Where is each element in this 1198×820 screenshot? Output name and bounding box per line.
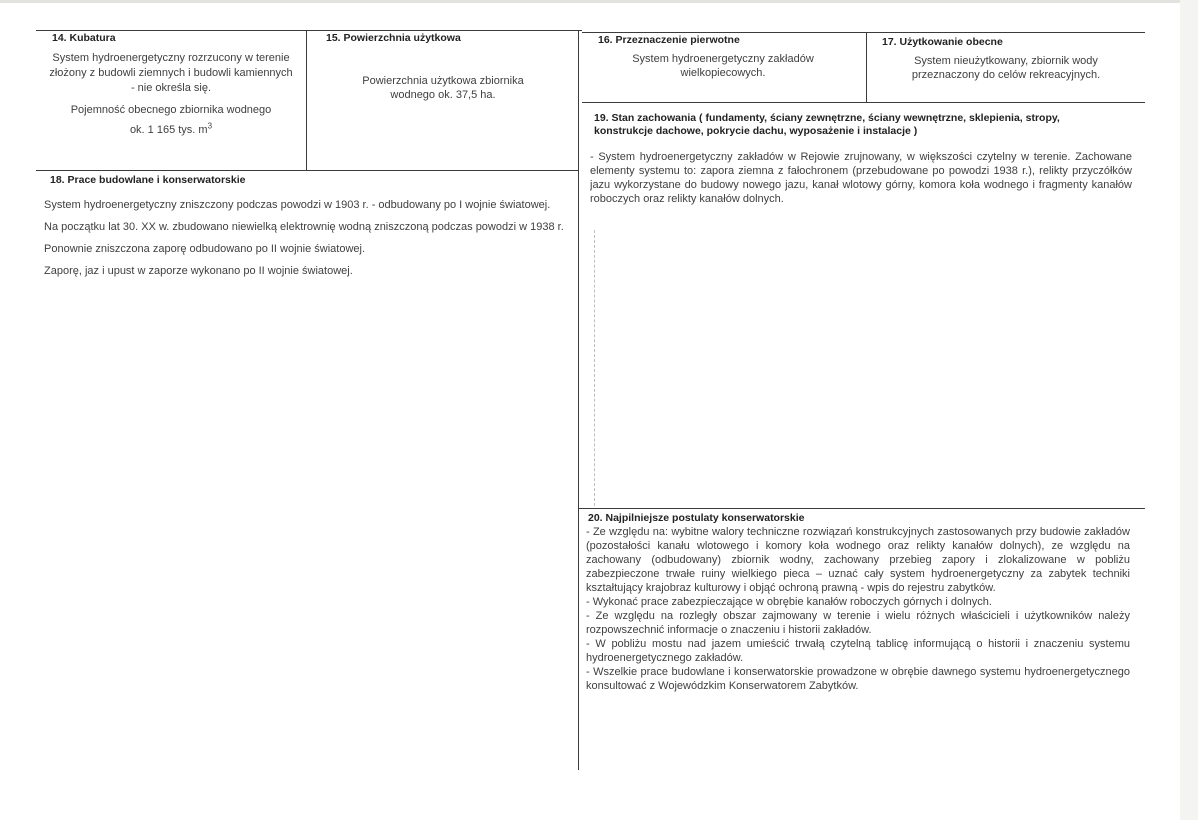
section-19-text: - System hydroenergetyczny zakładów w Rejowie zrujnowany, w większości czytelny w terenie. Zachowane elementy systemu to: zapora ziemna z fałochronem (przebudowane po powodzi 1938 r.), relikty przyczółków jazu wykorzystane do budowy nowego jazu, kanał wlotowy górny, komora koła wodnego i fragmenty kanałów roboczych oraz relikty kanałów dolnych. xyxy=(590,151,1132,205)
section-20-paragraph: - Wszelkie prace budowlane i konserwatorskie prowadzone w obrębie dawnego systemu hydroenergetycznego konsultować z Wojewódzkim Konserwatorem Zabytków. xyxy=(586,666,1130,692)
section-20-paragraph: - Wykonać prace zabezpieczające w obrębie kanałów roboczych górnych i dolnych. xyxy=(586,596,992,608)
rule-dotted-separator xyxy=(594,230,595,506)
section-20-title: 20. Najpilniejsze postulaty konserwatorskie xyxy=(588,512,805,524)
section-15-powierzchnia xyxy=(310,32,576,166)
section-17-text: System nieużytkowany, zbiornik wody przeznaczony do celów rekreacyjnych. xyxy=(911,55,1101,81)
section-18-paragraph: Zaporę, jaz i upust w zaporze wykonano po II wojnie światowej. xyxy=(44,265,353,277)
rule-top-right xyxy=(582,32,1145,33)
scan-edge xyxy=(0,0,1180,3)
section-14-volume-unit-exponent: 3 xyxy=(207,121,213,131)
section-16-text: System hydroenergetyczny zakładów wielkopiecowych. xyxy=(632,53,814,79)
section-20-paragraph: - Ze względu na: wybitne walory techniczne rozwiązań konstrukcyjnych zastosowanych przy budowie zakładów (pozostałości kanału wlotowego i komory koła wodnego oraz relikty kanałów dolnych), ze względu na zachowany (odbudowany) zbiornik wodny, zachowany przebieg zapory i zlokalizowane w pobliżu zabezpieczone trwałe ruiny wielkiego pieca – uznać cały system hydroenergetyczny za zabytek techniki kształtujący krajobraz kulturowy i objąć ochroną prawną - wpis do rejestru zabytków. xyxy=(586,526,1130,594)
section-20-postulaty xyxy=(586,512,1140,752)
section-20-paragraph: - W pobliżu mostu nad jazem umieścić trwałą czytelną tablicę informującą o historii i znaczeniu systemu hydroenergetycznego zakładów. xyxy=(586,638,1130,664)
section-20-paragraph: - Ze względu na rozległy obszar zajmowany w terenie i wielu różnych właścicieli i użytkowników należy rozpowszechnić informacje o znaczeniu i historii zakładów. xyxy=(586,610,1130,636)
section-15-title: 15. Powierzchnia użytkowa xyxy=(326,32,461,44)
rule-14-15 xyxy=(306,30,307,170)
section-15-text: Powierzchnia użytkowa zbiornika wodnego ok. 37,5 ha. xyxy=(362,75,524,101)
rule-top-left xyxy=(36,30,582,31)
section-14-volume-label: Pojemność obecnego zbiornika wodnego xyxy=(70,104,272,116)
rule-above-20 xyxy=(578,508,1145,509)
section-16-przeznaczenie xyxy=(582,34,864,100)
rule-under-16-17 xyxy=(582,102,1145,103)
section-14-title: 14. Kubatura xyxy=(52,32,116,44)
section-19-stan-zachowania xyxy=(590,112,1140,232)
section-14-volume-number: ok. 1 165 tys. m xyxy=(129,124,208,136)
section-14-kubatura xyxy=(40,32,302,166)
section-18-paragraph: Na początku lat 30. XX w. zbudowano niewielką elektrownię wodną zniszczoną podczas powodzi w 1938 r. xyxy=(44,221,564,233)
section-18-paragraph: System hydroenergetyczny zniszczony podczas powodzi w 1903 r. - odbudowany po I wojnie światowej. xyxy=(44,199,551,211)
section-18-title: 18. Prace budowlane i konserwatorskie xyxy=(50,174,246,186)
section-18-prace xyxy=(40,174,576,374)
section-18-paragraph: Ponownie zniszczona zaporę odbudowano po II wojnie światowej. xyxy=(44,243,366,255)
section-19-title: 19. Stan zachowania ( fundamenty, ściany zewnętrzne, ściany wewnętrzne, sklepienia, stropy, konstrukcje dachowe, pokrycie dachu, wyposażenie i instalacje ) xyxy=(594,112,1060,137)
section-16-title: 16. Przeznaczenie pierwotne xyxy=(598,34,740,46)
section-14-volume-value xyxy=(40,123,302,137)
rule-16-17 xyxy=(866,32,867,102)
rule-15-16 xyxy=(578,30,579,770)
section-14-text: System hydroenergetyczny rozrzucony w terenie złożony z budowli ziemnych i budowli kamiennych - nie określa się. xyxy=(49,52,293,94)
section-17-uzytkowanie xyxy=(870,34,1142,100)
section-17-title: 17. Użytkowanie obecne xyxy=(882,36,1003,48)
rule-under-14-15 xyxy=(36,170,578,171)
